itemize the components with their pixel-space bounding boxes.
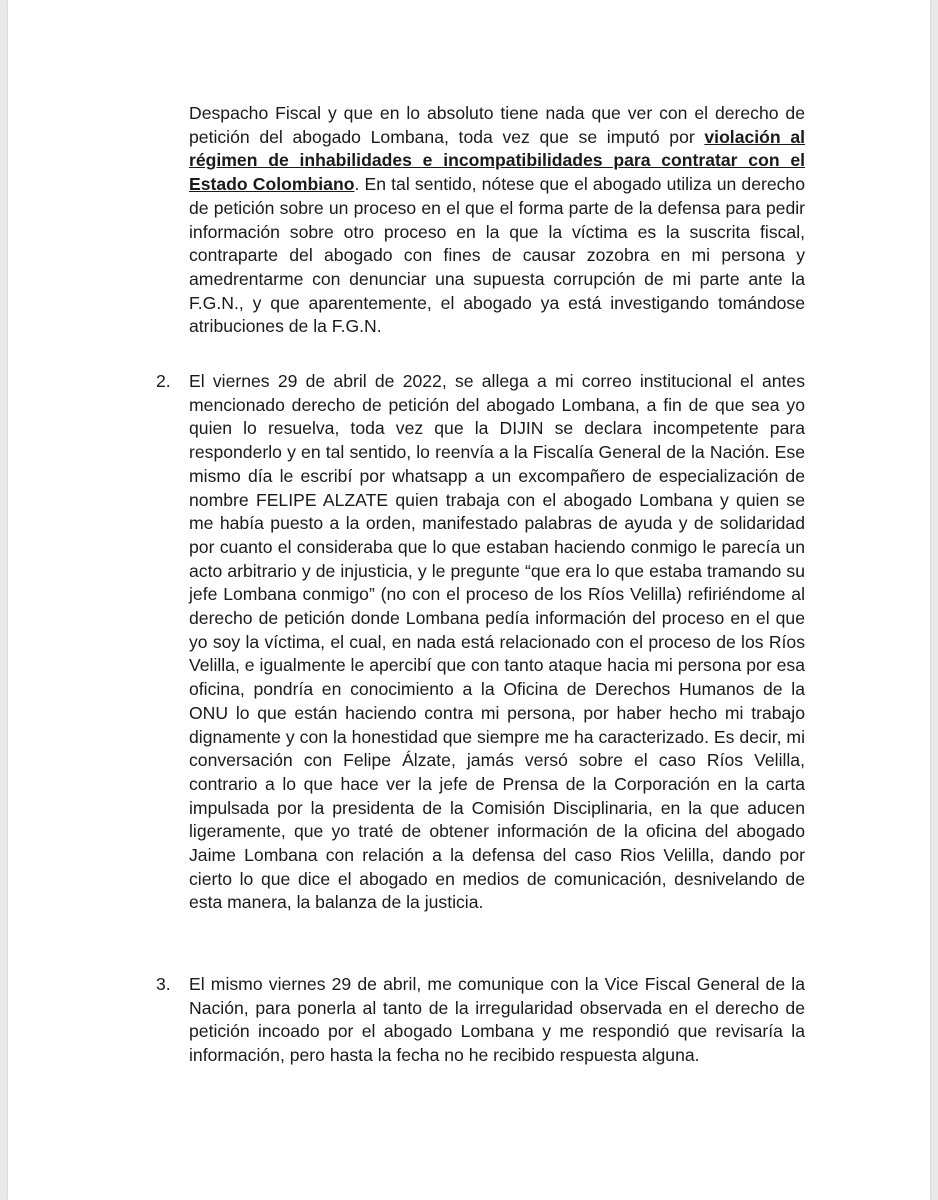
underlined-charge-text: violación al régimen de inhabilidades e incompatibilidades para contratar con el Estado Colombiano xyxy=(189,126,805,195)
intro-text-start: Despacho Fiscal y que en lo absoluto tiene nada que ver con el derecho de petición del abogado Lombana, toda vez que se imputó por xyxy=(189,103,805,147)
intro-paragraph xyxy=(189,102,805,339)
numbered-item-2 xyxy=(156,370,805,915)
item-number: 3. xyxy=(156,974,171,994)
item-number: 2. xyxy=(156,371,171,391)
intro-text-end: . En tal sentido, nótese que el abogado utiliza un derecho de petición sobre un proceso en el que el forma parte de la defensa para pedir información sobre otro proceso en la que la víctima es la suscrita fiscal, contraparte del abogado con fines de causar zozobra en mi persona y amedrentarme con denunciar una supuesta corrupción de mi parte ante la F.G.N., y que aparentemente, el abogado ya está investigando tomándose atribuciones de la F.G.N. xyxy=(189,174,805,337)
item-text: El mismo viernes 29 de abril, me comunique con la Vice Fiscal General de la Nación, para ponerla al tanto de la irregularidad observada en el derecho de petición incoado por el abogado Lombana y me respondió que revisaría la información, pero hasta la fecha no he recibido respuesta alguna. xyxy=(189,974,805,1066)
numbered-item-3 xyxy=(156,973,805,1068)
item-text: El viernes 29 de abril de 2022, se allega a mi correo institucional el antes mencionado derecho de petición del abogado Lombana, a fin de que sea yo quien lo resuelva, toda vez que la DIJIN se declara incompetente para responderlo y en tal sentido, lo reenvía a la Fiscalía General de la Nación. Ese mismo día le escribí por whatsapp a un excompañero de especialización de nombre FELIPE ALZATE quien trabaja con el abogado Lombana y quien se me había puesto a la orden, manifestado palabras de ayuda y de solidaridad por cuanto el consideraba que lo que estaban haciendo conmigo le parecía un acto arbitrario y de injusticia, y le pregunte “que era lo que estaba tramando su jefe Lombana conmigo” (no con el proceso de los Ríos Velilla) refiriéndome al derecho de petición donde Lombana pedía información del proceso en el que yo soy la víctima, el cual, en nada está relacionado con el proceso de los Ríos Velilla, e igualmente le apercibí que con tanto ataque hacia mi persona por esa oficina, pondría en conocimiento a la Oficina de Derechos Humanos de la ONU lo que están haciendo contra mi persona, por haber hecho mi trabajo dignamente y con la honestidad que siempre me ha caracterizado. Es decir, mi conversación con Felipe Álzate, jamás versó sobre el caso Ríos Velilla, contrario a lo que hace ver la jefe de Prensa de la Corporación en la carta impulsada por la presidenta de la Comisión Disciplinaria, en la que aducen ligeramente, que yo traté de obtener información de la oficina del abogado Jaime Lombana con relación a la defensa del caso Rios Velilla, dando por cierto lo que dice el abogado en medios de comunicación, desnivelando de esta manera, la balanza de la justicia. xyxy=(189,371,805,913)
document-page xyxy=(8,0,930,1200)
